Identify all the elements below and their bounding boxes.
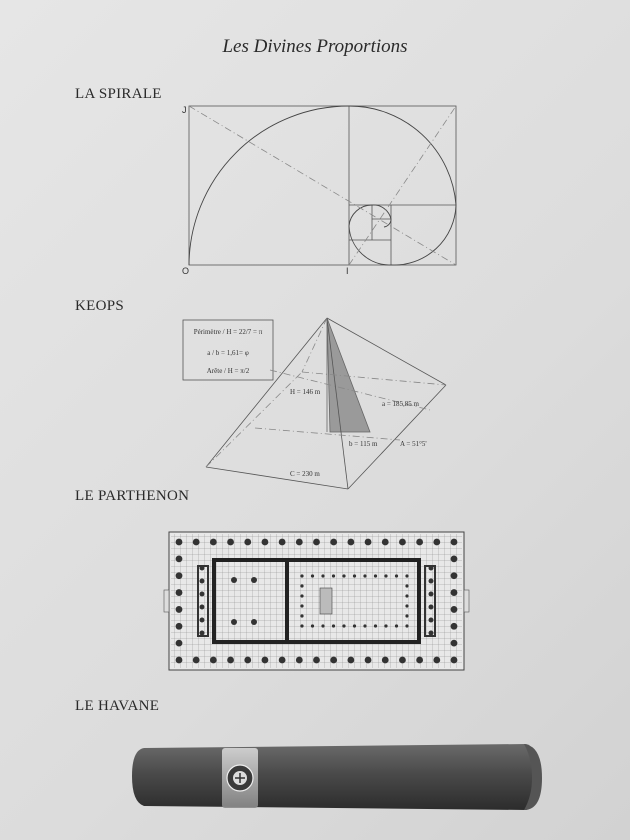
column <box>347 657 354 664</box>
column <box>210 657 217 664</box>
point-j-label: J <box>182 105 187 115</box>
column <box>384 624 387 627</box>
point-i-label: I <box>346 266 349 276</box>
column <box>433 539 440 546</box>
column <box>176 606 183 613</box>
column <box>200 605 205 610</box>
column <box>193 657 200 664</box>
heading-parthenon: LE PARTHENON <box>75 488 190 504</box>
column <box>244 657 251 664</box>
column <box>300 614 303 617</box>
apothem-label: a = 185,85 m <box>382 400 419 408</box>
column <box>296 539 303 546</box>
keops-legend-box <box>183 320 273 380</box>
legend-line-ratio: a / b = 1,61= φ <box>207 349 249 357</box>
column <box>330 539 337 546</box>
column <box>429 618 434 623</box>
column <box>321 624 324 627</box>
legend-line-perimeter: Périmètre / H = 22/7 = π <box>193 328 263 336</box>
column <box>405 594 408 597</box>
column <box>382 539 389 546</box>
half-base-label: b = 115 m <box>349 440 378 448</box>
column <box>231 577 237 583</box>
column <box>451 555 458 562</box>
column <box>353 574 356 577</box>
column <box>451 640 458 647</box>
golden-spiral-curve <box>189 106 456 265</box>
column <box>311 574 314 577</box>
column <box>210 539 217 546</box>
column <box>244 539 251 546</box>
column <box>296 657 303 664</box>
column <box>321 574 324 577</box>
column <box>262 539 269 546</box>
column <box>200 631 205 636</box>
column <box>300 584 303 587</box>
column <box>399 539 406 546</box>
statue-base <box>320 588 332 614</box>
column <box>429 631 434 636</box>
column <box>311 624 314 627</box>
column <box>405 574 408 577</box>
column <box>231 619 237 625</box>
column <box>251 577 257 583</box>
column <box>330 657 337 664</box>
column <box>429 592 434 597</box>
legend-line-edge: Arête / H = π/2 <box>206 367 250 375</box>
column <box>405 624 408 627</box>
column <box>176 640 183 647</box>
column <box>363 624 366 627</box>
point-o-label: O <box>182 266 190 276</box>
angle-label: A = 51°5' <box>400 440 427 448</box>
column <box>193 539 200 546</box>
column <box>200 618 205 623</box>
column <box>451 623 458 630</box>
column <box>451 657 458 664</box>
column <box>176 555 183 562</box>
parthenon-plan-figure <box>162 530 472 672</box>
base-label: C = 230 m <box>290 470 320 478</box>
column <box>342 574 345 577</box>
column <box>342 624 345 627</box>
column <box>300 604 303 607</box>
column <box>200 579 205 584</box>
cigar-body <box>132 744 538 810</box>
column <box>451 539 458 546</box>
column <box>176 657 183 664</box>
column <box>429 605 434 610</box>
column <box>405 584 408 587</box>
column <box>429 579 434 584</box>
column <box>227 539 234 546</box>
column <box>251 619 257 625</box>
column <box>279 657 286 664</box>
column <box>395 574 398 577</box>
column <box>363 574 366 577</box>
heading-keops: KEOPS <box>75 298 125 314</box>
column <box>176 623 183 630</box>
column <box>176 572 183 579</box>
page-title: Les Divines Proportions <box>222 36 408 57</box>
column <box>365 539 372 546</box>
column <box>279 539 286 546</box>
column <box>416 539 423 546</box>
column <box>313 657 320 664</box>
column <box>405 604 408 607</box>
column <box>384 574 387 577</box>
column <box>227 657 234 664</box>
column <box>353 624 356 627</box>
column <box>200 566 205 571</box>
column <box>451 572 458 579</box>
column <box>374 574 377 577</box>
heading-havane: LE HAVANE <box>75 698 160 714</box>
column <box>332 624 335 627</box>
column <box>451 589 458 596</box>
column <box>176 589 183 596</box>
column <box>313 539 320 546</box>
column <box>300 574 303 577</box>
column <box>200 592 205 597</box>
column <box>395 624 398 627</box>
column <box>399 657 406 664</box>
height-label: H = 146 m <box>290 388 321 396</box>
golden-rectangle <box>189 106 456 265</box>
column <box>300 594 303 597</box>
column <box>429 566 434 571</box>
column <box>332 574 335 577</box>
column <box>347 539 354 546</box>
column <box>176 539 183 546</box>
column <box>262 657 269 664</box>
heading-spirale: LA SPIRALE <box>75 86 162 102</box>
pyramid-shaded-face <box>327 318 370 432</box>
havana-cigar-image <box>128 736 568 820</box>
column <box>365 657 372 664</box>
column <box>300 624 303 627</box>
column <box>382 657 389 664</box>
column <box>416 657 423 664</box>
column <box>374 624 377 627</box>
column <box>405 614 408 617</box>
column <box>451 606 458 613</box>
column <box>433 657 440 664</box>
